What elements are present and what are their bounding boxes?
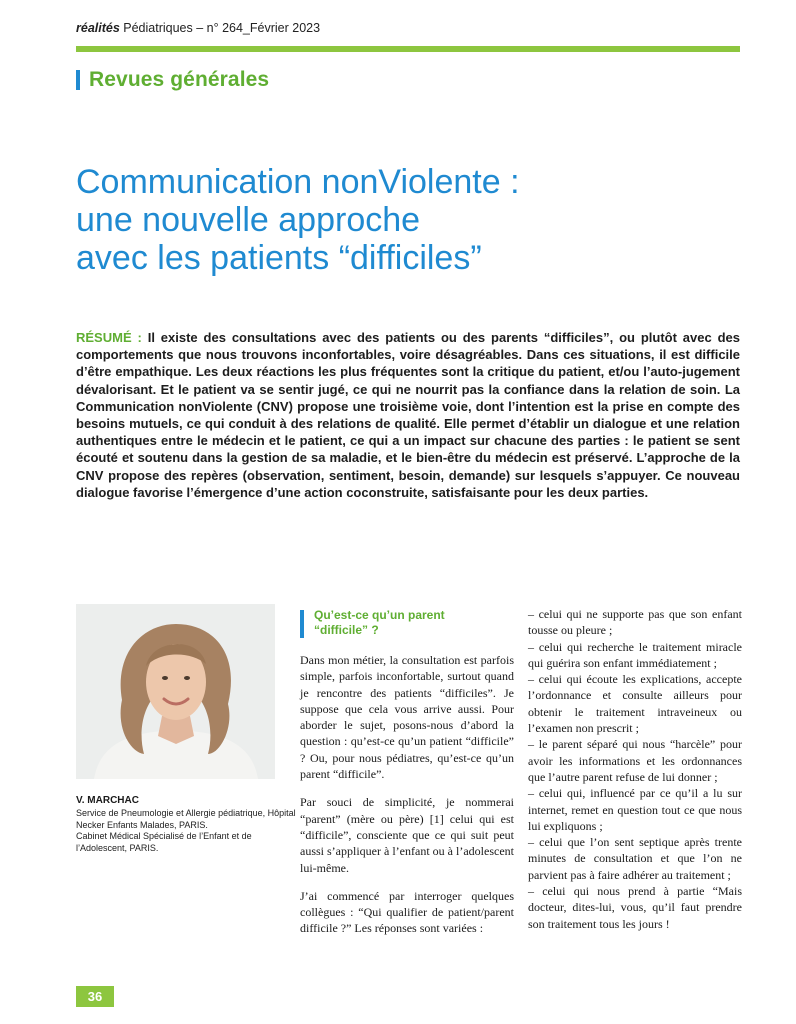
subheading-line: “difficile” ? (314, 623, 379, 637)
section-label: Revues générales (89, 68, 270, 91)
list-item: – celui qui ne supporte pas que son enfant tousse ou pleure ; (528, 607, 742, 638)
title-line: avec les patients “difficiles” (76, 238, 482, 277)
body-paragraph: Par souci de simplicité, je nommerai “parent” (mère ou père) [1] celui qui est “difficile”, consciente que ce qui suit peut aussi s’appliquer à l’enfant ou à l’adolescent lui-même. (300, 795, 514, 875)
subheading (300, 608, 445, 638)
body-column-middle (300, 652, 514, 937)
list-item: – le parent séparé qui nous “harcèle” pour avoir les informations et les ordonnances que l’autre parent refuse de lui donner ; (528, 737, 742, 784)
title-line: Communication nonViolente : (76, 162, 520, 201)
list-item: – celui qui, influencé par ce qu’il a lu sur internet, remet en question tout ce que nous lui expliquons ; (528, 786, 742, 833)
article-title (76, 163, 716, 277)
author-affiliation: Cabinet Médical Spécialisé de l’Enfant et de l’Adolescent, PARIS. (76, 831, 252, 853)
subheading-bar (300, 610, 304, 638)
page-number: 36 (76, 986, 114, 1007)
body-paragraph: J’ai commencé par interroger quelques collègues : “Qui qualifier de patient/parent difficile ?” Les réponses sont variées : (300, 888, 514, 936)
abstract-label: RÉSUMÉ : (76, 330, 142, 345)
title-line: une nouvelle approche (76, 200, 421, 239)
body-paragraph: Dans mon métier, la consultation est parfois simple, parfois inconfortable, surtout quand je rencontre des patients “difficiles”. Je suppose que cela vous arrive aussi. Pour aborder le sujet, posons-nous d’abord la question : qu’est-ce qu’un patient “difficile” ? Ou, pour nous pédiatres, qu’est-ce qu’un parent “difficile”. (300, 653, 514, 782)
journal-brand: réalités (76, 21, 120, 35)
list-item: – celui qui recherche le traitement miracle qui guérira son enfant immédiatement ; (528, 639, 742, 670)
journal-issue: Pédiatriques – n° 264_Février 2023 (119, 21, 321, 35)
author-affiliation: Service de Pneumologie et Allergie pédiatrique, Hôpital Necker Enfants Malades, PARIS. (76, 808, 296, 830)
section-marker (76, 69, 269, 91)
body-column-right (528, 606, 742, 932)
author-photo (76, 604, 275, 779)
running-header (76, 21, 320, 35)
author-portrait-image (76, 604, 275, 779)
subheading-line: Qu’est-ce qu’un parent (314, 608, 445, 622)
author-name: V. MARCHAC (76, 795, 139, 806)
list-item: – celui que l’on sent septique après trente minutes de consultation et que l’on ne parvient pas à faire adhérer au traitement ; (528, 835, 742, 882)
section-bar (76, 70, 80, 90)
abstract (76, 329, 740, 501)
subheading-text (314, 608, 445, 638)
list-item: – celui qui nous prend à partie “Mais docteur, dites-lui, vous, qu’il faut prendre son traitement tous les jours ! (528, 884, 742, 931)
abstract-text: Il existe des consultations avec des patients ou des parents “difficiles”, ou plutôt avec des comportements que nous trouvons inconfortables, voire désagréables. Dans ces situations, il est difficile d’être empathique. Les deux réactions les plus fréquentes sont la critique du patient, et/ou l’auto-jugement dévalorisant. Et le patient va se sentir jugé, ce qui ne nourrit pas la confiance dans la relation de soin. La Communication nonViolente (CNV) propose une troisième voie, dont l’intention est la prise en compte des besoins mutuels, ce qui conduit à des relations de qualité. Elle permet d’établir un dialogue et une relation authentiques entre le médecin et le patient, ce qui a un impact sur chacune des parties : le patient se sent écouté et soutenu dans la gestion de sa maladie, et le bien-être du médecin est préservé. L’approche de la CNV propose des repères (observation, sentiment, besoin, demande) sur lesquels s’appuyer. Ce nouveau dialogue favorise l’émergence d’une action coconstruite, satisfaisante pour les deux parties. (76, 330, 741, 500)
header-rule (76, 46, 740, 52)
list-item: – celui qui écoute les explications, accepte l’ordonnance et consulte ailleurs pour obtenir le traitement intraveineux ou l’examen non prescrit ; (528, 672, 742, 736)
